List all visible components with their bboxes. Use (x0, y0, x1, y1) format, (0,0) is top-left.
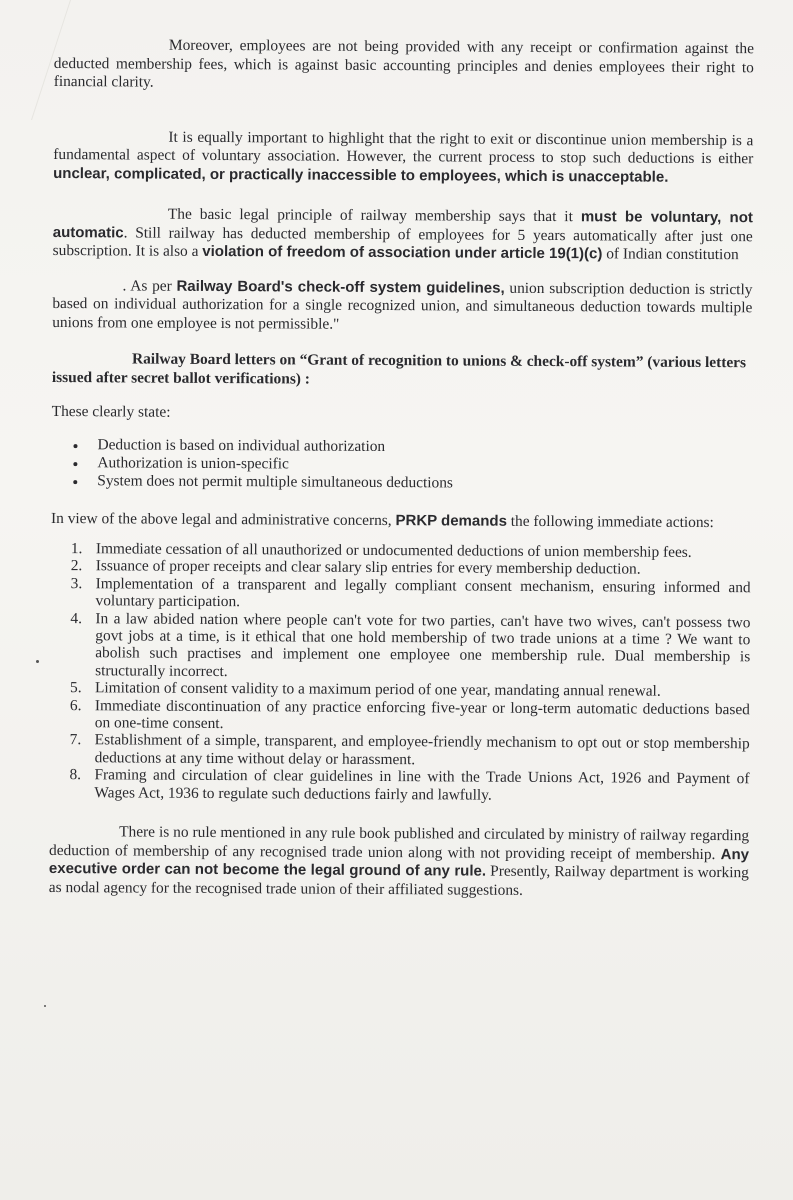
demand-text: Establishment of a simple, transparent, and employee-friendly mechanism to opt out or stop membership deductions at any time without delay or harassment. (94, 731, 750, 769)
principle-text-2: . Still railway has deducted membership of employees for 5 years automatically after just one subscription. It is also a (52, 223, 753, 260)
demand-item (67, 766, 749, 805)
board-text-2: union subscription deduction is strictly based on individual authorization for a single recognized union, and simultaneous deduction towards multiple unions from one employee is not permissible." (52, 279, 753, 333)
demand-item (68, 697, 750, 736)
board-text-1: . As per (122, 276, 177, 295)
bullet-dot-icon (73, 480, 77, 484)
demand-item (68, 575, 750, 614)
bullet-item (69, 472, 751, 494)
demand-text: Immediate cessation of all unauthorized or undocumented deductions of union membership fees. (95, 540, 692, 561)
bullet-dot-icon (73, 444, 77, 448)
closing-text-2: Presently, Railway department is working as nodal agency for the recognised trade union of their affiliated suggestions. (48, 862, 749, 899)
demand-number: 3. (70, 574, 83, 592)
demands-list (67, 540, 751, 805)
demand-number: 7. (69, 731, 82, 749)
demand-number: 8. (69, 766, 82, 784)
demand-number: 1. (70, 540, 83, 558)
demand-text: Issuance of proper receipts and clear salary slip entries for every membership deduction. (95, 557, 641, 578)
bullet-text: System does not permit multiple simultaneous deductions (97, 471, 454, 491)
paragraph-right-to-exit (53, 127, 753, 187)
demand-text: Limitation of consent validity to a maximum period of one year, mandating annual renewal. (94, 679, 661, 700)
closing-text-1: There is no rule mentioned in any rule book published and circulated by ministry of railway regarding deduction of membership of any recognised trade union along with not providing receipt of membership. (48, 823, 750, 863)
bullet-text: Deduction is based on individual authorization (97, 435, 386, 455)
ink-speck (36, 660, 39, 663)
demand-item (68, 610, 750, 684)
demand-item (68, 732, 750, 771)
demand-number: 4. (70, 609, 83, 627)
paragraph-receipt: Moreover, employees are not being provided with any receipt or confirmation against the deducted membership fees, which is against basic accounting principles and denies employees their right to financial clarity. (53, 36, 754, 91)
closing-emphasis: Any executive order can not become the legal ground of any rule. (48, 845, 750, 880)
paragraph-right-to-exit-emphasis: unclear, complicated, or practically inaccessible to employees, which is unacceptable. (53, 164, 669, 186)
paragraph-legal-principle (53, 205, 753, 265)
paragraph-right-to-exit-text: It is equally important to highlight that the right to exit or discontinue union membership is a fundamental aspect of voluntary association. However, the current process to stop such deductions is either (53, 128, 754, 168)
demands-intro-text-1: In view of the above legal and administrative concerns, (51, 509, 396, 529)
demand-text: Framing and circulation of clear guidelines in line with the Trade Unions Act, 1926 and Payment of Wages Act, 1936 to regulate such deductions fairly and lawfully. (94, 766, 750, 804)
demand-number: 6. (69, 696, 82, 714)
bullet-dot-icon (73, 462, 77, 466)
demand-number: 2. (70, 557, 83, 575)
paragraph-closing (49, 823, 749, 901)
principle-text-3: of Indian constitution (602, 245, 739, 264)
demands-intro-text-2: the following immediate actions: (506, 512, 714, 531)
bullet-text: Authorization is union-specific (97, 453, 289, 472)
demands-intro-emphasis: PRKP demands (395, 511, 508, 530)
document-body (49, 36, 754, 901)
ink-speck (44, 1005, 46, 1007)
demand-text: Immediate discontinuation of any practice enforcing five-year or long-term automatic deductions based on one-time consent. (94, 696, 750, 733)
state-intro: These clearly state: (51, 402, 171, 421)
demand-number: 5. (69, 679, 82, 697)
letters-heading: Railway Board letters on “Grant of recognition to unions & check-off system” (various letters issued after secret ballot verifications) : (51, 350, 747, 388)
board-emphasis: Railway Board's check-off system guidelines, (176, 277, 505, 297)
bullet-list (69, 436, 751, 494)
demand-text: In a law abided nation where people can't vote for two parties, can't have two wives, can't possess two govt jobs at a time, is it ethical that one hold membership of two trade unions at a time ? We want to abolish such practises and implement one employee one membership rule. Dual membership is structurally incorrect. (95, 609, 751, 680)
principle-text-1: The basic legal principle of railway membership says that it (167, 205, 581, 226)
principle-emphasis-voluntary: must be voluntary, not automatic (52, 208, 753, 241)
paragraph-demands-intro (51, 509, 751, 532)
demand-text: Implementation of a transparent and legally compliant consent mechanism, ensuring informed and voluntary participation. (95, 575, 751, 611)
paragraph-board-guidelines (52, 276, 752, 336)
principle-emphasis-article: violation of freedom of association under article 19(1)(c) (202, 242, 603, 263)
